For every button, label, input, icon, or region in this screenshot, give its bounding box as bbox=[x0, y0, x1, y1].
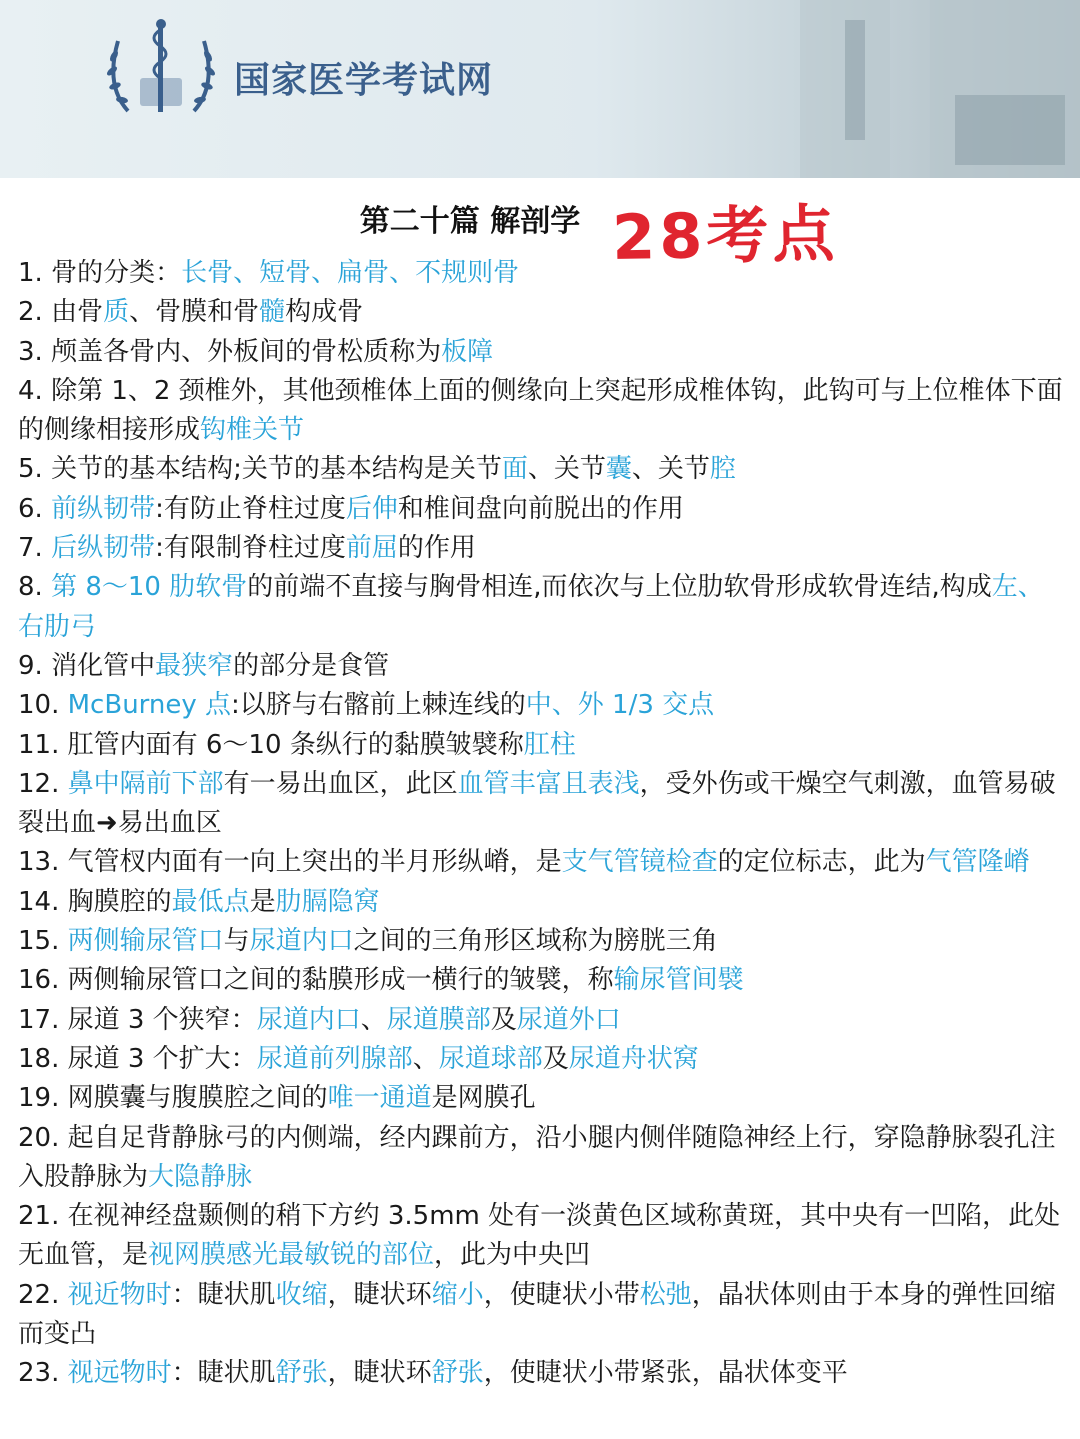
highlight-text: 肋膈隐窝 bbox=[275, 886, 380, 917]
highlight-text: 舒张 bbox=[275, 1358, 328, 1389]
item-text: 的前端不直接与胸骨相连,而依次与上位肋软骨形成软骨连结,构成 bbox=[247, 572, 992, 603]
item-text: ，睫状环 bbox=[327, 1279, 432, 1310]
item-text: 是 bbox=[249, 886, 276, 917]
building-window bbox=[955, 95, 1065, 165]
item-text: :有限制脊柱过度 bbox=[155, 533, 346, 564]
item-text: 和椎间盘向前脱出的作用 bbox=[397, 493, 684, 524]
item-text: 2. 由骨 bbox=[18, 297, 104, 328]
item-text: 3. 颅盖各骨内、外板间的骨松质称为 bbox=[18, 336, 442, 367]
highlight-text: 气管隆嵴 bbox=[925, 847, 1030, 878]
item-text: :以脐与右髂前上棘连线的 bbox=[231, 690, 526, 721]
highlight-text: 前屈 bbox=[345, 533, 398, 564]
list-item bbox=[18, 293, 1068, 332]
item-text: 14. 胸膜腔的 bbox=[18, 886, 172, 917]
highlight-text: 最狭窄 bbox=[155, 650, 234, 681]
highlight-text: 板障 bbox=[441, 336, 494, 367]
highlight-text: 髓 bbox=[259, 297, 286, 328]
item-text: 、 bbox=[412, 1043, 439, 1074]
item-text: 12. bbox=[18, 768, 68, 799]
highlight-text: 视远物时 bbox=[67, 1358, 172, 1389]
page-title: 第二十篇 解剖学 bbox=[359, 204, 581, 239]
handwritten-note: 28考点 bbox=[611, 197, 839, 274]
item-text: ：睫状肌 bbox=[171, 1279, 276, 1310]
highlight-text: 鼻中隔前下部 bbox=[67, 768, 224, 799]
item-text: 构成骨 bbox=[285, 297, 364, 328]
highlight-text: 第 8～10 肋软骨 bbox=[51, 572, 248, 603]
highlight-text: 后纵韧带 bbox=[51, 533, 156, 564]
highlight-text: 唯一通道 bbox=[327, 1083, 432, 1114]
highlight-text: 尿道舟状窝 bbox=[568, 1043, 699, 1074]
list-item bbox=[18, 647, 1068, 686]
highlight-text: 舒张 bbox=[431, 1358, 484, 1389]
item-text: 20. 起自足背静脉弓的内侧端，经内踝前方，沿小腿内侧伴随隐神经上行，穿隐静脉裂孔注入股静脉为 bbox=[18, 1122, 1056, 1192]
item-text: ：睫状肌 bbox=[171, 1358, 276, 1389]
highlight-text: 收缩 bbox=[275, 1279, 328, 1310]
item-text: 、骨膜和骨 bbox=[129, 297, 260, 328]
list-item bbox=[18, 568, 1068, 647]
list-item bbox=[18, 922, 1068, 961]
item-text: 及 bbox=[542, 1043, 569, 1074]
item-text: 9. 消化管中 bbox=[18, 650, 156, 681]
item-text: ，此为中央凹 bbox=[434, 1240, 591, 1271]
building-window bbox=[845, 20, 865, 140]
list-item bbox=[18, 1354, 1068, 1393]
item-text: 21. 在视神经盘颞侧的稍下方约 3.5mm 处有一淡黄色区域称黄斑，其中央有一凹陷，此处无血管，是 bbox=[18, 1201, 1061, 1271]
highlight-text: 输尿管间襞 bbox=[613, 965, 744, 996]
item-text: 6. bbox=[18, 493, 52, 524]
highlight-text: 最低点 bbox=[171, 886, 250, 917]
item-text: 有一易出血区，此区 bbox=[223, 768, 458, 799]
highlight-text: 尿道膜部 bbox=[386, 1004, 491, 1035]
item-text: 23. bbox=[18, 1358, 68, 1389]
item-text: 、 bbox=[360, 1004, 387, 1035]
list-item bbox=[18, 254, 1068, 293]
list-item bbox=[18, 333, 1068, 372]
item-text: 是网膜孔 bbox=[431, 1083, 536, 1114]
list-item bbox=[18, 1197, 1068, 1276]
highlight-text: 大隐静脉 bbox=[148, 1161, 253, 1192]
list-item bbox=[18, 450, 1068, 489]
list-item bbox=[18, 961, 1068, 1000]
item-text: 19. 网膜囊与腹膜腔之间的 bbox=[18, 1083, 328, 1114]
item-text: 、关节 bbox=[527, 454, 606, 485]
highlight-text: 支气管镜检查 bbox=[561, 847, 718, 878]
list-item bbox=[18, 686, 1068, 725]
item-text: 13. 气管杈内面有一向上突出的半月形纵嵴，是 bbox=[18, 847, 562, 878]
item-text: 5. 关节的基本结构;关节的基本结构是关节 bbox=[18, 454, 502, 485]
item-text: 、关节 bbox=[631, 454, 710, 485]
highlight-text: 面 bbox=[501, 454, 528, 485]
item-text: 10. bbox=[18, 690, 68, 721]
highlight-text: 尿道内口 bbox=[256, 1004, 361, 1035]
list-item bbox=[18, 726, 1068, 765]
item-text: 4. 除第 1、2 颈椎外，其他颈椎体上面的侧缘向上突起形成椎体钩，此钩可与上位椎体下面的侧缘相接形成 bbox=[18, 375, 1063, 446]
item-text: ，使睫状小带 bbox=[483, 1279, 640, 1310]
site-name: 国家医学考试网 bbox=[234, 59, 494, 101]
item-text: 17. 尿道 3 个狭窄： bbox=[18, 1004, 257, 1035]
highlight-text: 两侧输尿管口 bbox=[67, 926, 224, 957]
list-item bbox=[18, 1001, 1068, 1040]
list-item bbox=[18, 1276, 1068, 1355]
list-item bbox=[18, 529, 1068, 568]
highlight-text: 尿道球部 bbox=[438, 1043, 543, 1074]
item-text: 的部分是食管 bbox=[233, 650, 390, 681]
item-text: 及 bbox=[490, 1004, 517, 1035]
item-text: 18. 尿道 3 个扩大： bbox=[18, 1043, 257, 1074]
highlight-text: 长骨、短骨、扁骨、不规则骨 bbox=[181, 258, 520, 288]
item-text: 之间的三角形区域称为膀胱三角 bbox=[353, 926, 718, 957]
list-item bbox=[18, 1119, 1068, 1198]
item-text: 15. bbox=[18, 926, 68, 957]
highlight-text: 缩小 bbox=[431, 1279, 484, 1310]
list-item bbox=[18, 843, 1068, 882]
highlight-text: 钩椎关节 bbox=[200, 415, 305, 446]
item-text: 与 bbox=[223, 926, 250, 957]
item-text: ，受外伤或干燥空气刺激，血管易破裂出血➜易出血区 bbox=[18, 768, 1056, 839]
item-text: ，晶状体则由于本身的弹性回缩而变凸 bbox=[18, 1279, 1056, 1350]
highlight-text: 囊 bbox=[605, 454, 632, 485]
highlight-text: 尿道前列腺部 bbox=[256, 1043, 413, 1074]
highlight-text: 质 bbox=[103, 297, 130, 328]
highlight-text: 腔 bbox=[709, 454, 736, 485]
highlight-text: 血管丰富且表浅 bbox=[457, 768, 640, 799]
highlight-text: 尿道内口 bbox=[249, 926, 354, 957]
highlight-text: 尿道外口 bbox=[516, 1004, 621, 1035]
highlight-text: 后伸 bbox=[345, 493, 398, 524]
item-text: 16. 两侧输尿管口之间的黏膜形成一横行的皱襞，称 bbox=[18, 965, 614, 996]
item-text: 7. bbox=[18, 533, 52, 564]
item-text: 的定位标志，此为 bbox=[717, 847, 926, 878]
item-text: ，睫状环 bbox=[327, 1358, 432, 1389]
list-item bbox=[18, 765, 1068, 844]
item-text: 1. 骨的分类： bbox=[18, 258, 182, 288]
item-text: 的作用 bbox=[397, 533, 476, 564]
highlight-text: 松弛 bbox=[639, 1279, 692, 1310]
caduceus-laurel-icon bbox=[100, 16, 222, 128]
highlight-text: 中、外 1/3 交点 bbox=[525, 690, 715, 721]
highlight-text: 视近物时 bbox=[67, 1279, 172, 1310]
highlight-text: 视网膜感光最敏锐的部位 bbox=[148, 1240, 435, 1271]
item-text: 22. bbox=[18, 1279, 68, 1310]
list-item bbox=[18, 1079, 1068, 1118]
highlight-text: 肛柱 bbox=[523, 729, 576, 760]
highlight-text: 左、右肋弓 bbox=[18, 572, 1044, 642]
item-text: 11. 肛管内面有 6～10 条纵行的黏膜皱襞称 bbox=[18, 729, 524, 760]
list-item bbox=[18, 883, 1068, 922]
list-item bbox=[18, 1040, 1068, 1079]
point-list bbox=[18, 254, 1068, 1394]
item-text: ，使睫状小带紧张，晶状体变平 bbox=[483, 1358, 848, 1389]
list-item bbox=[18, 490, 1068, 529]
highlight-text: McBurney 点 bbox=[67, 690, 232, 721]
highlight-text: 前纵韧带 bbox=[51, 493, 156, 524]
item-text: :有防止脊柱过度 bbox=[155, 493, 346, 524]
item-text: 8. bbox=[18, 572, 52, 603]
header-banner bbox=[0, 0, 1080, 178]
list-item bbox=[18, 372, 1068, 451]
